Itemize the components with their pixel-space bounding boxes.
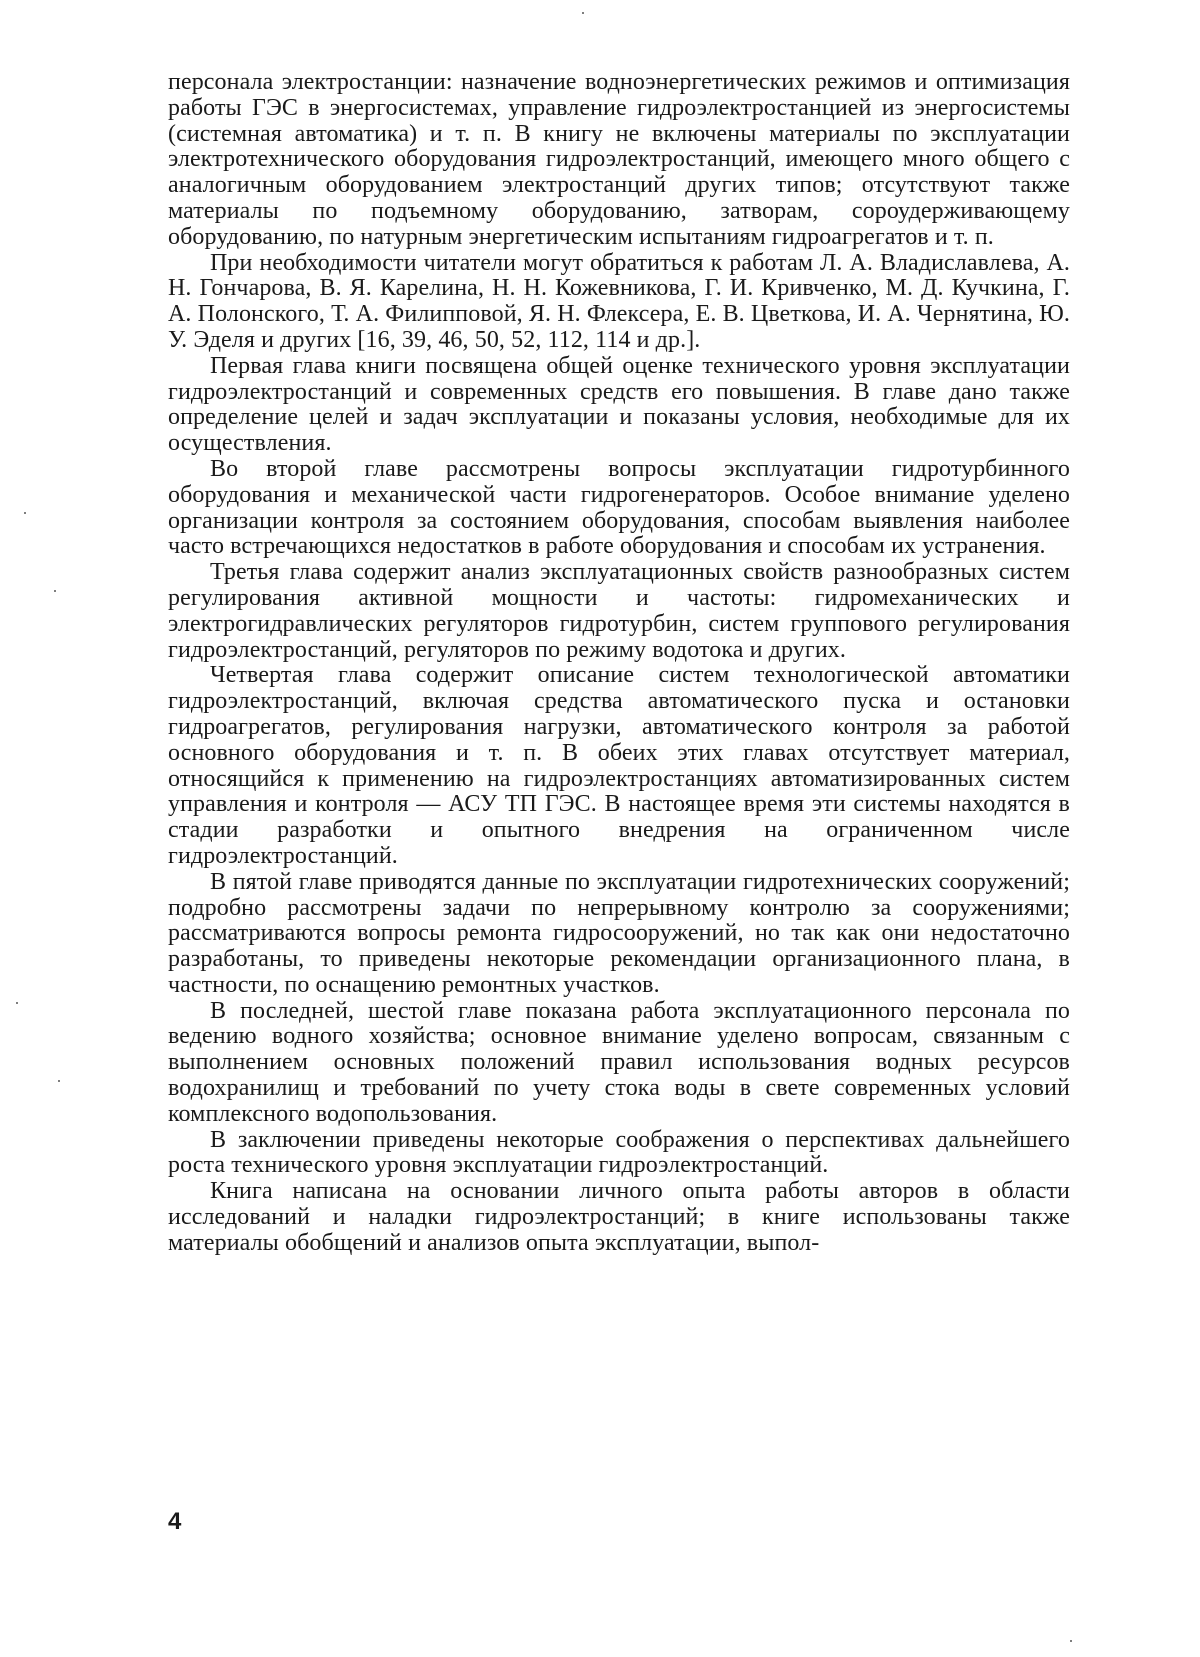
paragraph-6: Четвертая глава содержит описание систем технологической автоматики гидроэлектростанций, включая средства автоматического пуска и остановки гидроагрегатов, регулирования нагрузки, автоматического контроля за работой основного оборудования и т. п. В обеих этих главах отсутствует материал, относящийся к применению на гидроэлектростанциях автоматизированных систем управления и контроля — АСУ ТП ГЭС. В настоящее время эти системы находятся в стадии разработки и опытного внедрения на ограниченном числе гидроэлектростанций. — [168, 662, 1070, 869]
paragraph-5: Третья глава содержит анализ эксплуатационных свойств разнообразных систем регулирования активной мощности и частоты: гидромеханических и электрогидравлических регуляторов гидротурбин, систем группового регулирования гидроэлектростанций, регуляторов по режиму водотока и других. — [168, 559, 1070, 663]
scan-speck — [54, 590, 56, 592]
scan-speck — [582, 12, 584, 14]
paragraph-9: В заключении приведены некоторые соображения о перспективах дальнейшего роста технического уровня эксплуатации гидроэлектростанций. — [168, 1126, 1070, 1179]
paragraph-2: При необходимости читатели могут обратиться к работам Л. А. Владиславлева, А. Н. Гончарова, В. Я. Карелина, Н. Н. Кожевникова, Г. И. Кривченко, М. Д. Кучкина, Г. А. Полонского, Т. А. Филипповой, Я. Н. Флексера, Е. В. Цветкова, И. А. Чернятина, Ю. У. Эделя и других [16, 39, 46, 50, 52, 112, 114 и др.]. — [168, 249, 1070, 353]
page-body — [168, 70, 1070, 1630]
scan-speck — [24, 512, 26, 514]
paragraph-8: В последней, шестой главе показана работа эксплуатационного персонала по ведению водного хозяйства; основное внимание уделено вопросам, связанным с выполнением основных положений правил использования водных ресурсов водохранилищ и требований по учету стока воды в свете современных условий комплексного водопользования. — [168, 997, 1070, 1127]
paragraph-7: В пятой главе приводятся данные по эксплуатации гидротехнических сооружений; подробно рассмотрены задачи по непрерывному контролю за сооружениями; рассматриваются вопросы ремонта гидросооружений, но так как они недостаточно разработаны, то приведены некоторые рекомендации организационного плана, в частности, по оснащению ремонтных участков. — [168, 868, 1070, 998]
scan-speck — [1070, 1640, 1072, 1642]
scan-speck — [58, 1080, 60, 1082]
paragraph-3: Первая глава книги посвящена общей оценке технического уровня эксплуатации гидроэлектростанций и современных средств его повышения. В главе дано также определение целей и задач эксплуатации и показаны условия, необходимые для их осуществления. — [168, 352, 1070, 457]
paragraph-1: персонала электростанции: назначение водноэнергетических режимов и оптимизация работы ГЭС в энергосистемах, управление гидроэлектростанцией из энергосистемы (системная автоматика) и т. п. В книгу не включены материалы по эксплуатации электротехнического оборудования гидроэлектростанций, имеющего много общего с аналогичным оборудованием электростанций других типов; отсутствуют также материалы по подъемному оборудованию, затворам, сороудерживающему оборудованию, по натурным энергетическим испытаниям гидроагрегатов и т. п. — [168, 69, 1070, 250]
paragraph-4: Во второй главе рассмотрены вопросы эксплуатации гидротурбинного оборудования и механической части гидрогенераторов. Особое внимание уделено организации контроля за состоянием оборудования, способам выявления наиболее часто встречающихся недостатков в работе оборудования и способам их устранения. — [168, 455, 1070, 560]
scan-speck — [16, 1002, 18, 1004]
paragraph-10: Книга написана на основании личного опыта работы авторов в области исследований и наладки гидроэлектростанций; в книге использованы также материалы обобщений и анализов опыта эксплуатации, выпол- — [168, 1178, 1070, 1256]
page-number: 4 — [168, 1508, 182, 1535]
